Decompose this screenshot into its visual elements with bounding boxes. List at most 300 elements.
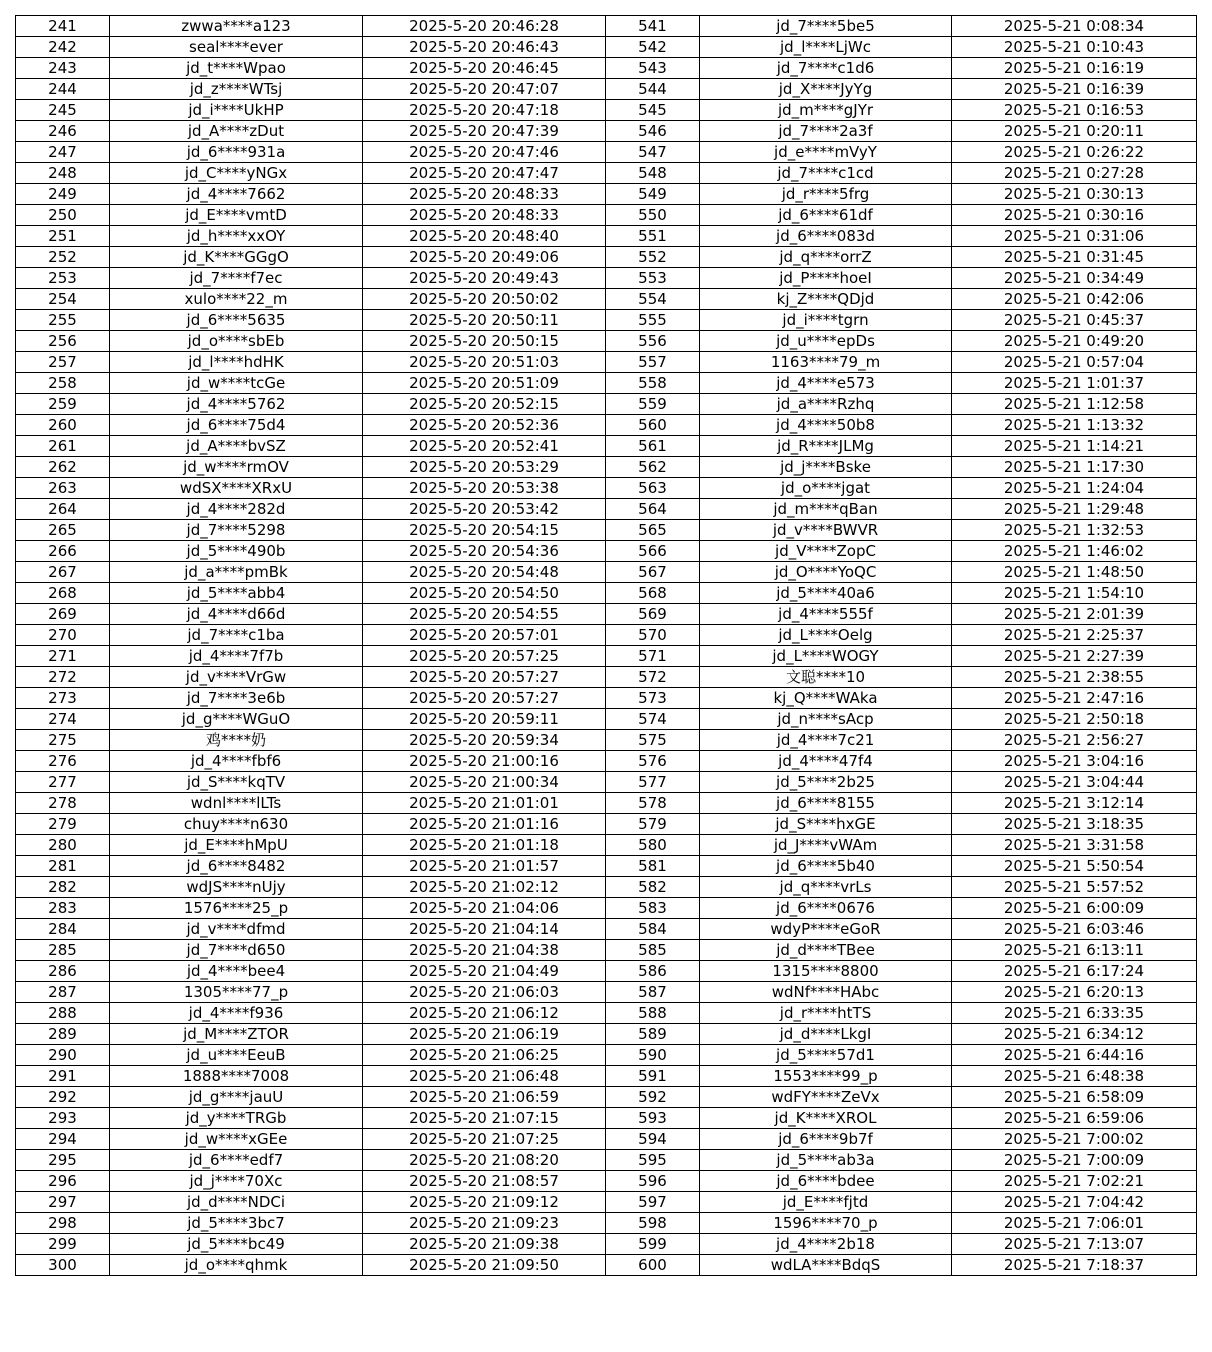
- table-row: [16, 415, 1197, 436]
- rank-cell: 564: [606, 499, 700, 520]
- time-cell: 2025-5-21 5:57:52: [952, 877, 1197, 898]
- time-cell: 2025-5-20 21:01:01: [363, 793, 606, 814]
- rank-cell: 554: [606, 289, 700, 310]
- table-row: [16, 16, 1197, 37]
- user-cell: jd_w****tcGe: [110, 373, 363, 394]
- user-cell: jd_q****orrZ: [700, 247, 952, 268]
- user-cell: jd_6****75d4: [110, 415, 363, 436]
- time-cell: 2025-5-20 20:52:36: [363, 415, 606, 436]
- user-cell: jd_O****YoQC: [700, 562, 952, 583]
- table-row: [16, 79, 1197, 100]
- user-cell: wdFY****ZeVx: [700, 1087, 952, 1108]
- rank-cell: 575: [606, 730, 700, 751]
- rank-cell: 282: [16, 877, 110, 898]
- time-cell: 2025-5-21 2:38:55: [952, 667, 1197, 688]
- rank-cell: 295: [16, 1150, 110, 1171]
- time-cell: 2025-5-21 6:44:16: [952, 1045, 1197, 1066]
- user-cell: wdNf****HAbc: [700, 982, 952, 1003]
- time-cell: 2025-5-21 0:30:16: [952, 205, 1197, 226]
- time-cell: 2025-5-21 3:04:44: [952, 772, 1197, 793]
- time-cell: 2025-5-20 21:09:12: [363, 1192, 606, 1213]
- rank-cell: 288: [16, 1003, 110, 1024]
- time-cell: 2025-5-21 7:04:42: [952, 1192, 1197, 1213]
- user-cell: jd_4****47f4: [700, 751, 952, 772]
- rank-cell: 583: [606, 898, 700, 919]
- time-cell: 2025-5-21 0:20:11: [952, 121, 1197, 142]
- rank-cell: 574: [606, 709, 700, 730]
- rank-cell: 563: [606, 478, 700, 499]
- rank-cell: 252: [16, 247, 110, 268]
- user-cell: jd_4****282d: [110, 499, 363, 520]
- user-cell: jd_R****JLMg: [700, 436, 952, 457]
- table-row: [16, 1171, 1197, 1192]
- table-row: [16, 1003, 1197, 1024]
- rank-cell: 268: [16, 583, 110, 604]
- rank-cell: 580: [606, 835, 700, 856]
- rank-cell: 262: [16, 457, 110, 478]
- time-cell: 2025-5-20 21:09:38: [363, 1234, 606, 1255]
- time-cell: 2025-5-20 20:57:25: [363, 646, 606, 667]
- rank-cell: 548: [606, 163, 700, 184]
- time-cell: 2025-5-20 21:06:03: [363, 982, 606, 1003]
- rank-cell: 272: [16, 667, 110, 688]
- rank-cell: 287: [16, 982, 110, 1003]
- time-cell: 2025-5-20 20:50:15: [363, 331, 606, 352]
- time-cell: 2025-5-21 1:48:50: [952, 562, 1197, 583]
- time-cell: 2025-5-20 20:57:27: [363, 688, 606, 709]
- table-row: [16, 58, 1197, 79]
- user-cell: jd_l****LjWc: [700, 37, 952, 58]
- user-cell: jd_a****pmBk: [110, 562, 363, 583]
- time-cell: 2025-5-21 0:42:06: [952, 289, 1197, 310]
- user-cell: jd_7****5be5: [700, 16, 952, 37]
- table-row: [16, 163, 1197, 184]
- rank-cell: 543: [606, 58, 700, 79]
- time-cell: 2025-5-21 1:12:58: [952, 394, 1197, 415]
- table-row: [16, 877, 1197, 898]
- table-row: [16, 982, 1197, 1003]
- user-cell: jd_l****hdHK: [110, 352, 363, 373]
- rank-cell: 558: [606, 373, 700, 394]
- table-row: [16, 478, 1197, 499]
- time-cell: 2025-5-21 2:56:27: [952, 730, 1197, 751]
- user-cell: jd_4****f936: [110, 1003, 363, 1024]
- time-cell: 2025-5-20 20:49:06: [363, 247, 606, 268]
- time-cell: 2025-5-21 2:25:37: [952, 625, 1197, 646]
- table-row: [16, 184, 1197, 205]
- time-cell: 2025-5-20 21:04:14: [363, 919, 606, 940]
- time-cell: 2025-5-21 5:50:54: [952, 856, 1197, 877]
- rank-cell: 589: [606, 1024, 700, 1045]
- time-cell: 2025-5-21 0:16:19: [952, 58, 1197, 79]
- user-cell: wdSX****XRxU: [110, 478, 363, 499]
- user-cell: jd_6****0676: [700, 898, 952, 919]
- rank-cell: 567: [606, 562, 700, 583]
- user-cell: jd_w****xGEe: [110, 1129, 363, 1150]
- time-cell: 2025-5-21 3:31:58: [952, 835, 1197, 856]
- table-body: [16, 16, 1197, 1276]
- time-cell: 2025-5-20 20:54:50: [363, 583, 606, 604]
- table-row: [16, 541, 1197, 562]
- rank-cell: 254: [16, 289, 110, 310]
- user-cell: jd_4****7f7b: [110, 646, 363, 667]
- user-cell: jd_r****5frg: [700, 184, 952, 205]
- rank-cell: 600: [606, 1255, 700, 1276]
- time-cell: 2025-5-21 1:29:48: [952, 499, 1197, 520]
- time-cell: 2025-5-21 6:48:38: [952, 1066, 1197, 1087]
- rank-cell: 296: [16, 1171, 110, 1192]
- rank-cell: 549: [606, 184, 700, 205]
- user-cell: jd_6****083d: [700, 226, 952, 247]
- time-cell: 2025-5-21 0:08:34: [952, 16, 1197, 37]
- user-cell: jd_5****490b: [110, 541, 363, 562]
- rank-cell: 545: [606, 100, 700, 121]
- table-row: [16, 583, 1197, 604]
- time-cell: 2025-5-20 20:46:43: [363, 37, 606, 58]
- user-cell: jd_4****7c21: [700, 730, 952, 751]
- rank-cell: 584: [606, 919, 700, 940]
- rank-cell: 562: [606, 457, 700, 478]
- time-cell: 2025-5-21 6:59:06: [952, 1108, 1197, 1129]
- rank-cell: 593: [606, 1108, 700, 1129]
- user-cell: chuy****n630: [110, 814, 363, 835]
- table-row: [16, 226, 1197, 247]
- rank-cell: 292: [16, 1087, 110, 1108]
- rank-cell: 298: [16, 1213, 110, 1234]
- rank-cell: 570: [606, 625, 700, 646]
- user-cell: 1596****70_p: [700, 1213, 952, 1234]
- user-cell: jd_v****BWVR: [700, 520, 952, 541]
- table-row: [16, 1066, 1197, 1087]
- time-cell: 2025-5-20 20:54:36: [363, 541, 606, 562]
- user-cell: jd_4****5762: [110, 394, 363, 415]
- rank-cell: 277: [16, 772, 110, 793]
- table-row: [16, 373, 1197, 394]
- rank-cell: 597: [606, 1192, 700, 1213]
- time-cell: 2025-5-20 20:47:46: [363, 142, 606, 163]
- rank-cell: 561: [606, 436, 700, 457]
- rank-cell: 242: [16, 37, 110, 58]
- time-cell: 2025-5-21 3:04:16: [952, 751, 1197, 772]
- rank-cell: 559: [606, 394, 700, 415]
- rank-cell: 276: [16, 751, 110, 772]
- time-cell: 2025-5-20 20:54:15: [363, 520, 606, 541]
- user-cell: jd_S****kqTV: [110, 772, 363, 793]
- user-cell: wdnl****lLTs: [110, 793, 363, 814]
- table-row: [16, 793, 1197, 814]
- table-row: [16, 814, 1197, 835]
- user-cell: jd_o****jgat: [700, 478, 952, 499]
- time-cell: 2025-5-20 21:01:16: [363, 814, 606, 835]
- time-cell: 2025-5-21 6:00:09: [952, 898, 1197, 919]
- table-row: [16, 1150, 1197, 1171]
- user-cell: jd_K****XROL: [700, 1108, 952, 1129]
- rank-cell: 542: [606, 37, 700, 58]
- rank-cell: 586: [606, 961, 700, 982]
- user-cell: jd_5****40a6: [700, 583, 952, 604]
- time-cell: 2025-5-20 21:06:59: [363, 1087, 606, 1108]
- user-cell: wdJS****nUjy: [110, 877, 363, 898]
- rank-cell: 256: [16, 331, 110, 352]
- user-cell: 文聪****10: [700, 667, 952, 688]
- table-row: [16, 520, 1197, 541]
- table-row: [16, 457, 1197, 478]
- time-cell: 2025-5-20 21:07:15: [363, 1108, 606, 1129]
- table-row: [16, 1234, 1197, 1255]
- time-cell: 2025-5-21 0:45:37: [952, 310, 1197, 331]
- rank-cell: 560: [606, 415, 700, 436]
- time-cell: 2025-5-20 21:02:12: [363, 877, 606, 898]
- time-cell: 2025-5-21 6:17:24: [952, 961, 1197, 982]
- rank-cell: 541: [606, 16, 700, 37]
- time-cell: 2025-5-21 7:06:01: [952, 1213, 1197, 1234]
- user-cell: jd_5****2b25: [700, 772, 952, 793]
- user-cell: jd_6****61df: [700, 205, 952, 226]
- user-cell: jd_K****GGgO: [110, 247, 363, 268]
- table-row: [16, 709, 1197, 730]
- table-row: [16, 961, 1197, 982]
- rank-cell: 261: [16, 436, 110, 457]
- user-cell: jd_v****VrGw: [110, 667, 363, 688]
- rank-cell: 284: [16, 919, 110, 940]
- rank-cell: 260: [16, 415, 110, 436]
- time-cell: 2025-5-20 20:50:11: [363, 310, 606, 331]
- time-cell: 2025-5-20 21:06:19: [363, 1024, 606, 1045]
- table-row: [16, 1045, 1197, 1066]
- time-cell: 2025-5-20 21:06:12: [363, 1003, 606, 1024]
- time-cell: 2025-5-21 3:12:14: [952, 793, 1197, 814]
- user-cell: jd_7****2a3f: [700, 121, 952, 142]
- time-cell: 2025-5-20 20:57:01: [363, 625, 606, 646]
- user-cell: jd_J****vWAm: [700, 835, 952, 856]
- time-cell: 2025-5-21 2:01:39: [952, 604, 1197, 625]
- rank-cell: 572: [606, 667, 700, 688]
- time-cell: 2025-5-20 21:08:57: [363, 1171, 606, 1192]
- user-cell: jd_6****8155: [700, 793, 952, 814]
- rank-cell: 565: [606, 520, 700, 541]
- rank-cell: 241: [16, 16, 110, 37]
- time-cell: 2025-5-20 20:47:07: [363, 79, 606, 100]
- rank-cell: 300: [16, 1255, 110, 1276]
- time-cell: 2025-5-21 0:49:20: [952, 331, 1197, 352]
- user-cell: jd_i****UkHP: [110, 100, 363, 121]
- time-cell: 2025-5-20 20:52:41: [363, 436, 606, 457]
- time-cell: 2025-5-20 20:59:34: [363, 730, 606, 751]
- user-cell: jd_6****5b40: [700, 856, 952, 877]
- user-cell: jd_o****qhmk: [110, 1255, 363, 1276]
- table-row: [16, 1192, 1197, 1213]
- time-cell: 2025-5-20 21:04:38: [363, 940, 606, 961]
- user-cell: seal****ever: [110, 37, 363, 58]
- time-cell: 2025-5-20 20:51:09: [363, 373, 606, 394]
- time-cell: 2025-5-21 7:13:07: [952, 1234, 1197, 1255]
- rank-cell: 555: [606, 310, 700, 331]
- user-cell: 1315****8800: [700, 961, 952, 982]
- user-cell: jd_j****70Xc: [110, 1171, 363, 1192]
- time-cell: 2025-5-20 20:54:48: [363, 562, 606, 583]
- user-cell: jd_d****LkgI: [700, 1024, 952, 1045]
- rank-cell: 588: [606, 1003, 700, 1024]
- user-cell: jd_d****TBee: [700, 940, 952, 961]
- time-cell: 2025-5-20 21:04:06: [363, 898, 606, 919]
- rank-cell: 265: [16, 520, 110, 541]
- time-cell: 2025-5-21 0:31:45: [952, 247, 1197, 268]
- user-cell: jd_j****Bske: [700, 457, 952, 478]
- time-cell: 2025-5-21 3:18:35: [952, 814, 1197, 835]
- time-cell: 2025-5-20 21:06:25: [363, 1045, 606, 1066]
- time-cell: 2025-5-20 20:51:03: [363, 352, 606, 373]
- user-cell: jd_4****fbf6: [110, 751, 363, 772]
- rank-cell: 293: [16, 1108, 110, 1129]
- table-row: [16, 1213, 1197, 1234]
- user-cell: jd_4****e573: [700, 373, 952, 394]
- rank-cell: 286: [16, 961, 110, 982]
- user-cell: jd_5****bc49: [110, 1234, 363, 1255]
- rank-cell: 251: [16, 226, 110, 247]
- user-cell: 1305****77_p: [110, 982, 363, 1003]
- user-cell: jd_7****c1cd: [700, 163, 952, 184]
- rank-cell: 568: [606, 583, 700, 604]
- table-row: [16, 646, 1197, 667]
- user-cell: jd_E****vmtD: [110, 205, 363, 226]
- rank-cell: 557: [606, 352, 700, 373]
- user-cell: jd_S****hxGE: [700, 814, 952, 835]
- rank-cell: 585: [606, 940, 700, 961]
- rank-cell: 581: [606, 856, 700, 877]
- table-row: [16, 331, 1197, 352]
- rank-cell: 553: [606, 268, 700, 289]
- rank-cell: 255: [16, 310, 110, 331]
- rank-cell: 280: [16, 835, 110, 856]
- time-cell: 2025-5-20 21:00:16: [363, 751, 606, 772]
- user-cell: jd_4****d66d: [110, 604, 363, 625]
- user-cell: jd_n****sAcp: [700, 709, 952, 730]
- time-cell: 2025-5-21 0:31:06: [952, 226, 1197, 247]
- user-cell: jd_q****vrLs: [700, 877, 952, 898]
- time-cell: 2025-5-20 21:00:34: [363, 772, 606, 793]
- rank-cell: 270: [16, 625, 110, 646]
- user-cell: jd_7****3e6b: [110, 688, 363, 709]
- rank-cell: 245: [16, 100, 110, 121]
- table-row: [16, 1087, 1197, 1108]
- time-cell: 2025-5-21 0:16:39: [952, 79, 1197, 100]
- time-cell: 2025-5-21 1:24:04: [952, 478, 1197, 499]
- winners-table: [15, 15, 1197, 1276]
- user-cell: jd_P****hoeI: [700, 268, 952, 289]
- user-cell: jd_X****JyYg: [700, 79, 952, 100]
- user-cell: jd_A****zDut: [110, 121, 363, 142]
- rank-cell: 285: [16, 940, 110, 961]
- rank-cell: 275: [16, 730, 110, 751]
- user-cell: jd_5****57d1: [700, 1045, 952, 1066]
- table-row: [16, 1024, 1197, 1045]
- user-cell: 1888****7008: [110, 1066, 363, 1087]
- user-cell: jd_w****rmOV: [110, 457, 363, 478]
- user-cell: zwwa****a123: [110, 16, 363, 37]
- rank-cell: 294: [16, 1129, 110, 1150]
- time-cell: 2025-5-20 21:09:23: [363, 1213, 606, 1234]
- table-row: [16, 121, 1197, 142]
- time-cell: 2025-5-20 20:46:45: [363, 58, 606, 79]
- rank-cell: 566: [606, 541, 700, 562]
- rank-cell: 249: [16, 184, 110, 205]
- time-cell: 2025-5-20 21:01:57: [363, 856, 606, 877]
- rank-cell: 552: [606, 247, 700, 268]
- time-cell: 2025-5-21 2:47:16: [952, 688, 1197, 709]
- user-cell: jd_5****ab3a: [700, 1150, 952, 1171]
- table-row: [16, 37, 1197, 58]
- time-cell: 2025-5-20 20:49:43: [363, 268, 606, 289]
- rank-cell: 297: [16, 1192, 110, 1213]
- time-cell: 2025-5-21 7:18:37: [952, 1255, 1197, 1276]
- rank-cell: 269: [16, 604, 110, 625]
- table-row: [16, 772, 1197, 793]
- time-cell: 2025-5-20 20:53:38: [363, 478, 606, 499]
- user-cell: jd_g****WGuO: [110, 709, 363, 730]
- rank-cell: 244: [16, 79, 110, 100]
- rank-cell: 587: [606, 982, 700, 1003]
- rank-cell: 569: [606, 604, 700, 625]
- user-cell: wdLA****BdqS: [700, 1255, 952, 1276]
- time-cell: 2025-5-21 0:27:28: [952, 163, 1197, 184]
- time-cell: 2025-5-21 6:34:12: [952, 1024, 1197, 1045]
- rank-cell: 556: [606, 331, 700, 352]
- user-cell: 1163****79_m: [700, 352, 952, 373]
- time-cell: 2025-5-20 21:06:48: [363, 1066, 606, 1087]
- rank-cell: 299: [16, 1234, 110, 1255]
- table-row: [16, 751, 1197, 772]
- time-cell: 2025-5-21 1:01:37: [952, 373, 1197, 394]
- user-cell: jd_6****9b7f: [700, 1129, 952, 1150]
- user-cell: jd_d****NDCi: [110, 1192, 363, 1213]
- rank-cell: 547: [606, 142, 700, 163]
- table-row: [16, 688, 1197, 709]
- time-cell: 2025-5-20 21:01:18: [363, 835, 606, 856]
- table-row: [16, 730, 1197, 751]
- table-row: [16, 499, 1197, 520]
- rank-cell: 579: [606, 814, 700, 835]
- user-cell: jd_L****Oelg: [700, 625, 952, 646]
- rank-cell: 263: [16, 478, 110, 499]
- rank-cell: 591: [606, 1066, 700, 1087]
- user-cell: jd_C****yNGx: [110, 163, 363, 184]
- user-cell: jd_u****epDs: [700, 331, 952, 352]
- table-row: [16, 100, 1197, 121]
- user-cell: jd_V****ZopC: [700, 541, 952, 562]
- time-cell: 2025-5-20 20:57:27: [363, 667, 606, 688]
- table-row: [16, 919, 1197, 940]
- rank-cell: 571: [606, 646, 700, 667]
- user-cell: jd_6****931a: [110, 142, 363, 163]
- rank-cell: 550: [606, 205, 700, 226]
- rank-cell: 291: [16, 1066, 110, 1087]
- table-row: [16, 835, 1197, 856]
- time-cell: 2025-5-20 21:08:20: [363, 1150, 606, 1171]
- table-row: [16, 1255, 1197, 1276]
- time-cell: 2025-5-20 20:54:55: [363, 604, 606, 625]
- user-cell: 1576****25_p: [110, 898, 363, 919]
- time-cell: 2025-5-21 1:14:21: [952, 436, 1197, 457]
- rank-cell: 544: [606, 79, 700, 100]
- time-cell: 2025-5-21 0:57:04: [952, 352, 1197, 373]
- user-cell: jd_v****dfmd: [110, 919, 363, 940]
- user-cell: jd_4****555f: [700, 604, 952, 625]
- user-cell: jd_u****EeuB: [110, 1045, 363, 1066]
- time-cell: 2025-5-21 0:16:53: [952, 100, 1197, 121]
- user-cell: kj_Z****QDjd: [700, 289, 952, 310]
- time-cell: 2025-5-20 20:52:15: [363, 394, 606, 415]
- user-cell: jd_z****WTsj: [110, 79, 363, 100]
